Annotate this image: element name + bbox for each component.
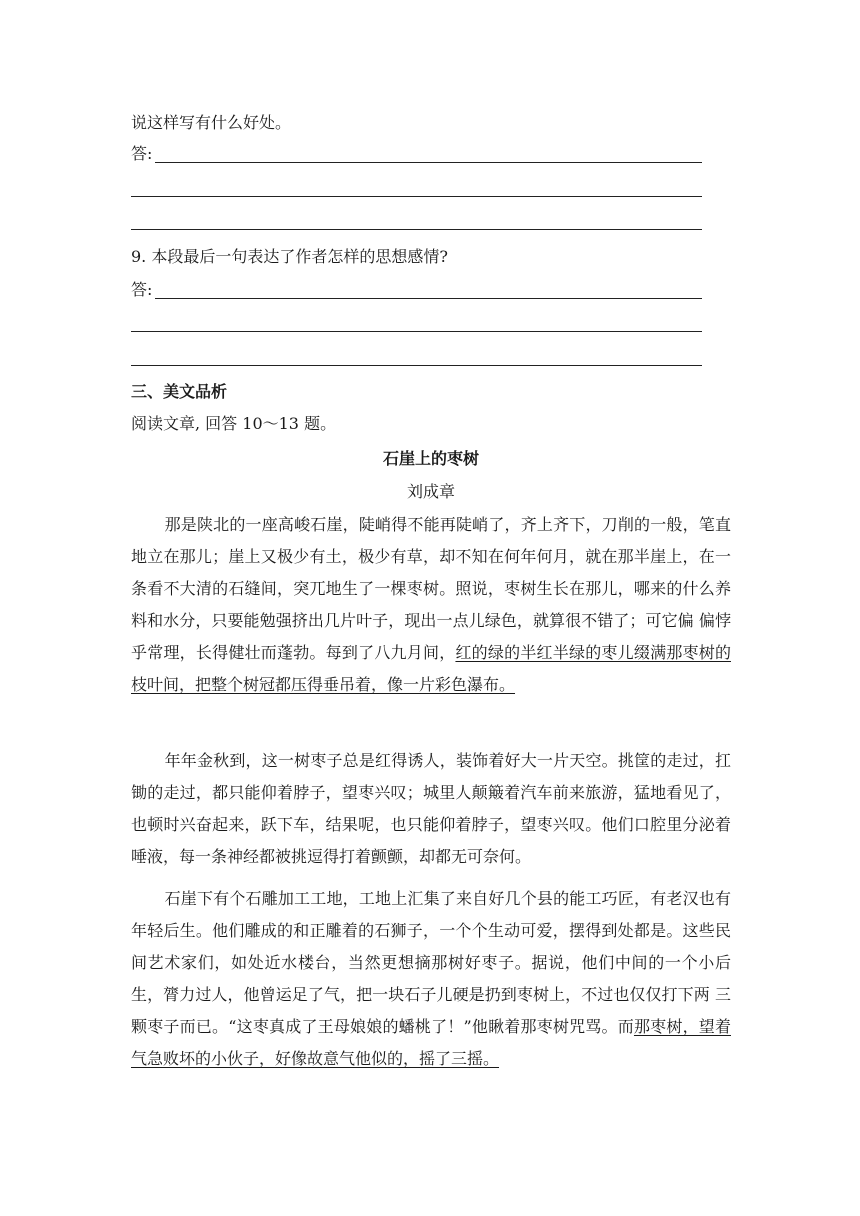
answer-underline	[155, 162, 702, 163]
section-instruction: 阅读文章, 回答 10～13 题。	[131, 414, 337, 433]
section-heading: 三、美文品析	[131, 382, 228, 401]
article-author: 刘成章	[406, 482, 455, 501]
question-8-answer-line-2[interactable]	[131, 196, 702, 197]
paragraph-text: 那是陕北的一座高峻石崖，陡峭得不能再陡峭了，齐上齐下，刀削的一般，笔直地立在那儿；崖上又极少有土，极少有草，却不知在何年何月，就在那半崖上，在一 条看不大清的石缝间，突兀地生了一棵枣树。照说，枣树生长在那儿，哪来的什么养料和水分，只要能勉强挤出几片叶子，现出一点儿绿色，就算很不错了；可它偏 偏悖乎常理，长得健壮而蓬勃。每到了八九月间，	[131, 515, 731, 662]
question-9-answer-line-2[interactable]	[131, 331, 702, 332]
article-title: 石崖上的枣树	[382, 449, 479, 468]
question-8-answer-line-3[interactable]	[131, 229, 702, 230]
answer-label: 答:	[131, 144, 153, 163]
article-paragraph-2: 年年金秋到，这一树枣子总是红得诱人，装饰着好大一片天空。挑筐的走过，扛锄的走过，都只能仰着脖子，望枣兴叹；城里人颠簸着汽车前来旅游，猛地看见了， 也顿时兴奋起来，跃下车，结果呢，也只能仰着脖子，望枣兴叹。他们口腔里分泌着唾液，每一条神经都被挑逗得打着颤颤，却都无可奈何。	[131, 751, 731, 866]
underlined-sentence: 那枣树，望着气急败坏的小伙子，好像故意气他似的，摇了三摇。	[131, 1017, 731, 1068]
question-9-answer-line-3[interactable]	[131, 365, 702, 366]
question-8-tail: 说这样写有什么好处。	[131, 113, 292, 132]
question-9-answer-line[interactable]	[131, 279, 702, 301]
paragraph-text: 石崖下有个石雕加工工地，工地上汇集了来自好几个县的能工巧匠，有老汉也有年轻后生。他们雕成的和正雕着的石狮子，一个个生动可爱，摆得到处都是。这些民 间艺术家们，如处近水楼台，当然更想摘那树好枣子。据说，他们中间的一个小后生，膂力过人，他曾运足了气，把一块石子儿硬是扔到枣树上，不过也仅仅打下两 三颗枣子而已。“这枣真成了王母娘娘的蟠桃了！”他瞅着那枣树咒骂。而	[131, 889, 731, 1036]
article-paragraph-1	[131, 509, 731, 701]
article-paragraph-3	[131, 883, 731, 1075]
question-9: 9. 本段最后一句表达了作者怎样的思想感情?	[131, 247, 448, 266]
answer-label: 答:	[131, 280, 153, 299]
question-8-answer-line[interactable]	[131, 143, 702, 165]
underlined-sentence: 红的绿的半红半绿的枣儿缀满那枣树的枝叶间，把整个树冠都压得垂吊着，像一片彩色瀑布。	[131, 643, 731, 694]
answer-underline	[155, 298, 702, 299]
